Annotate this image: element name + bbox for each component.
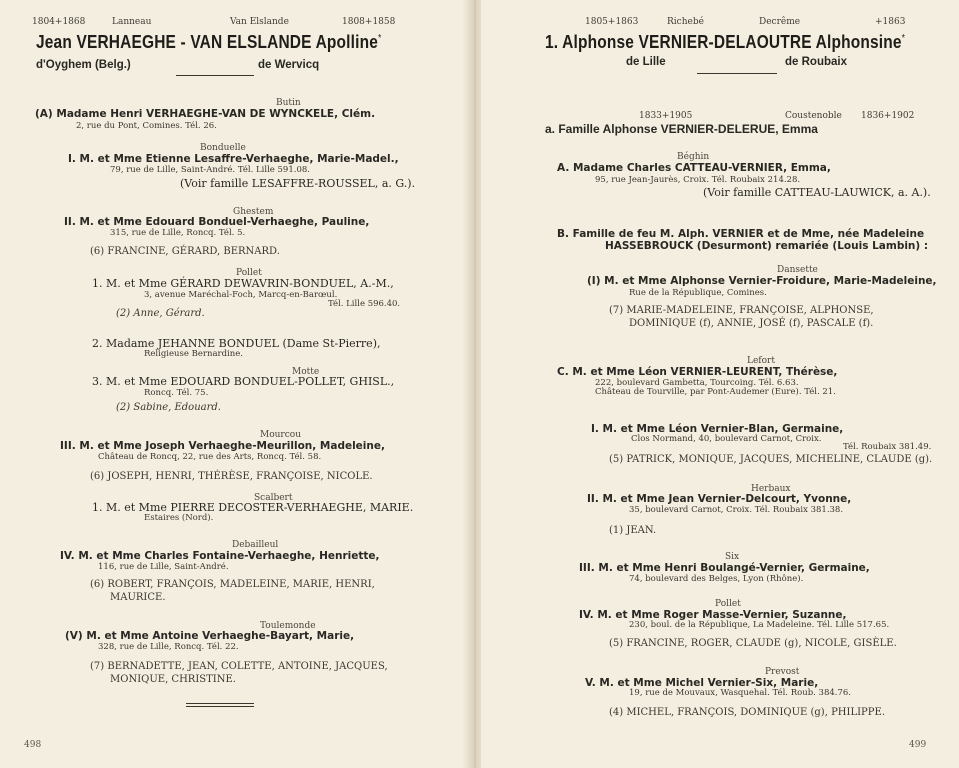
entry-name: IV. M. et Mme Roger Masse-Vernier, Suzanne, bbox=[579, 609, 847, 621]
maiden-name: Motte bbox=[292, 367, 320, 377]
entry-address: Rue de la République, Comines. bbox=[629, 288, 767, 298]
divider bbox=[176, 75, 254, 76]
children-list: (5) PATRICK, MONIQUE, JACQUES, MICHELINE, CLAUDE (g). bbox=[609, 454, 933, 465]
children-list: (4) MICHEL, FRANÇOIS, DOMINIQUE (g), PHILIPPE. bbox=[609, 707, 885, 718]
maiden-name: Ghestem bbox=[233, 207, 274, 217]
entry-name: III. M. et Mme Joseph Verhaeghe-Meurillon, Madeleine, bbox=[60, 440, 385, 452]
entry-address: 19, rue de Mouvaux, Wasquehal. Tél. Roub. 384.76. bbox=[629, 688, 851, 698]
maiden-name: Butin bbox=[276, 98, 301, 108]
end-rule bbox=[186, 706, 254, 707]
entry-name: 1. M. et Mme GÉRARD DEWAVRIN-BONDUEL, A.-M., bbox=[92, 277, 394, 290]
page-title: 1. Alphonse VERNIER-DELAOUTRE Alphonsine* bbox=[545, 32, 906, 52]
children-list: (6) JOSEPH, HENRI, THÉRÈSE, FRANÇOISE, NICOLE. bbox=[90, 471, 373, 482]
entry-address: 222, boulevard Gambetta, Tourcoing. Tél. 6.63. bbox=[595, 378, 799, 388]
sub-dates-right: 1836+1902 bbox=[861, 111, 915, 121]
header-dates-left: 1804+1868 bbox=[32, 17, 86, 27]
entry-address: Roncq. Tél. 75. bbox=[144, 388, 209, 398]
header-dates-right: +1863 bbox=[875, 17, 906, 27]
divider bbox=[697, 73, 777, 74]
entry-address-2: Château de Tourville, par Pont-Audemer (Eure). Tél. 21. bbox=[595, 387, 836, 397]
entry-name: I. M. et Mme Léon Vernier-Blan, Germaine, bbox=[591, 423, 844, 435]
header-dates-left: 1805+1863 bbox=[585, 17, 639, 27]
header-family-right: Van Elslande bbox=[230, 17, 289, 27]
place-left: de Lille bbox=[626, 56, 666, 68]
entry-name: (A) Madame Henri VERHAEGHE-VAN DE WYNCKELE, Clém. bbox=[35, 108, 376, 120]
entry-address: 95, rue Jean-Jaurès, Croix. Tél. Roubaix 214.28. bbox=[595, 175, 801, 185]
children-list-cont: MONIQUE, CHRISTINE. bbox=[110, 674, 236, 685]
header-family-right: Decrême bbox=[759, 17, 801, 27]
children-list: (7) BERNADETTE, JEAN, COLETTE, ANTOINE, JACQUES, bbox=[90, 661, 388, 672]
header-family-left: Lanneau bbox=[112, 17, 152, 27]
entry-phone: Tél. Roubaix 381.49. bbox=[843, 442, 932, 452]
maiden-name: Pollet bbox=[236, 268, 262, 278]
entry-address: Château de Roncq, 22, rue des Arts, Roncq. Tél. 58. bbox=[98, 452, 322, 462]
children-list: (5) FRANCINE, ROGER, CLAUDE (g), NICOLE, GISÈLE. bbox=[609, 638, 897, 649]
maiden-name: Béghin bbox=[677, 152, 710, 162]
sub-dates-left: 1833+1905 bbox=[639, 111, 693, 121]
children-list-cont: MAURICE. bbox=[110, 592, 166, 603]
place-right: de Roubaix bbox=[785, 56, 847, 68]
end-rule bbox=[186, 703, 254, 704]
entry-name: 3. M. et Mme EDOUARD BONDUEL-POLLET, GHISL., bbox=[92, 375, 395, 388]
maiden-name: Pollet bbox=[715, 599, 741, 609]
children-list: (6) FRANCINE, GÉRARD, BERNARD. bbox=[90, 246, 280, 257]
maiden-name: Six bbox=[725, 552, 740, 562]
maiden-name: Toulemonde bbox=[260, 621, 316, 631]
entry-address: 315, rue de Lille, Roncq. Tél. 5. bbox=[110, 228, 246, 238]
place-right: de Wervicq bbox=[258, 59, 320, 71]
maiden-name: Bonduelle bbox=[200, 143, 246, 153]
sub-family: Coustenoble bbox=[785, 111, 842, 121]
entry-address: Religieuse Bernardine. bbox=[144, 349, 243, 359]
children-list-cont: DOMINIQUE (f), ANNIE, JOSÉ (f), PASCALE (f). bbox=[629, 318, 874, 329]
entry-name: C. M. et Mme Léon VERNIER-LEURENT, Thérèse, bbox=[557, 366, 838, 378]
entry-name: 2. Madame JEHANNE BONDUEL (Dame St-Pierre), bbox=[92, 337, 381, 350]
entry-name: II. M. et Mme Jean Vernier-Delcourt, Yvonne, bbox=[587, 493, 852, 505]
children-list: (2) Anne, Gérard. bbox=[116, 308, 205, 319]
children-list: (1) JEAN. bbox=[609, 525, 657, 536]
maiden-name: Dansette bbox=[777, 265, 818, 275]
maiden-name: Mourcou bbox=[260, 430, 301, 440]
entry-address: 230, boul. de la République, La Madeleine. Tél. Lille 517.65. bbox=[629, 620, 890, 630]
maiden-name: Herbaux bbox=[751, 484, 791, 494]
entry-address: Estaires (Nord). bbox=[144, 513, 214, 523]
entry-name: V. M. et Mme Michel Vernier-Six, Marie, bbox=[585, 677, 819, 689]
entry-name: II. M. et Mme Edouard Bonduel-Verhaeghe, Pauline, bbox=[64, 216, 370, 228]
place-left: d'Oyghem (Belg.) bbox=[36, 59, 131, 71]
entry-address: 74, boulevard des Belges, Lyon (Rhône). bbox=[629, 574, 804, 584]
page-title: Jean VERHAEGHE - VAN ELSLANDE Apolline* bbox=[36, 32, 382, 52]
title-spouse: Apolline bbox=[315, 32, 379, 52]
title-spouse: Alphonsine bbox=[815, 32, 902, 52]
entry-name-cont: HASSEBROUCK (Desurmont) remariée (Louis Lambin) : bbox=[605, 240, 929, 252]
entry-name: III. M. et Mme Henri Boulangé-Vernier, Germaine, bbox=[579, 562, 870, 574]
entry-phone: Tél. Lille 596.40. bbox=[328, 299, 401, 309]
entry-note: (Voir famille CATTEAU-LAUWICK, a. A.). bbox=[703, 186, 931, 199]
entry-name: IV. M. et Mme Charles Fontaine-Verhaeghe, Henriette, bbox=[60, 550, 380, 562]
maiden-name: Debailleul bbox=[232, 540, 279, 550]
right-page bbox=[481, 0, 959, 768]
entry-address: 35, boulevard Carnot, Croix. Tél. Roubaix 381.38. bbox=[629, 505, 844, 515]
children-list: (2) Sabine, Edouard. bbox=[116, 402, 221, 413]
page-number: 498 bbox=[24, 740, 42, 750]
header-family-left: Richebé bbox=[667, 17, 704, 27]
page-number: 499 bbox=[909, 740, 927, 750]
left-page bbox=[0, 0, 470, 768]
entry-address: 79, rue de Lille, Saint-André. Tél. Lille 591.08. bbox=[110, 165, 310, 175]
entry-address: 3, avenue Maréchal-Foch, Marcq-en-Barœul. bbox=[144, 290, 338, 300]
entry-name: (V) M. et Mme Antoine Verhaeghe-Bayart, Marie, bbox=[65, 630, 355, 642]
subsection-title: a. Famille Alphonse VERNIER-DELERUE, Emma bbox=[545, 122, 818, 136]
maiden-name: Scalbert bbox=[254, 493, 293, 503]
header-dates-right: 1808+1858 bbox=[342, 17, 396, 27]
maiden-name: Lefort bbox=[747, 356, 775, 366]
entry-address: 328, rue de Lille, Roncq. Tél. 22. bbox=[98, 642, 239, 652]
entry-address: 2, rue du Pont, Comines. Tél. 26. bbox=[76, 121, 217, 131]
children-list: (6) ROBERT, FRANÇOIS, MADELEINE, MARIE, HENRI, bbox=[90, 579, 375, 590]
entry-address: 116, rue de Lille, Saint-André. bbox=[98, 562, 229, 572]
entry-name: 1. M. et Mme PIERRE DECOSTER-VERHAEGHE, MARIE. bbox=[92, 501, 414, 514]
children-list: (7) MARIE-MADELEINE, FRANÇOISE, ALPHONSE, bbox=[609, 305, 874, 316]
entry-address: Clos Normand, 40, boulevard Carnot, Croix. bbox=[631, 434, 822, 444]
entry-name: I. M. et Mme Etienne Lesaffre-Verhaeghe, Marie-Madel., bbox=[68, 153, 399, 165]
entry-name: B. Famille de feu M. Alph. VERNIER et de Mme, née Madeleine bbox=[557, 228, 925, 240]
entry-name: (I) M. et Mme Alphonse Vernier-Froidure, Marie-Madeleine, bbox=[587, 275, 937, 287]
entry-name: A. Madame Charles CATTEAU-VERNIER, Emma, bbox=[557, 162, 831, 174]
entry-note: (Voir famille LESAFFRE-ROUSSEL, a. G.). bbox=[180, 177, 416, 190]
maiden-name: Prevost bbox=[765, 667, 800, 677]
